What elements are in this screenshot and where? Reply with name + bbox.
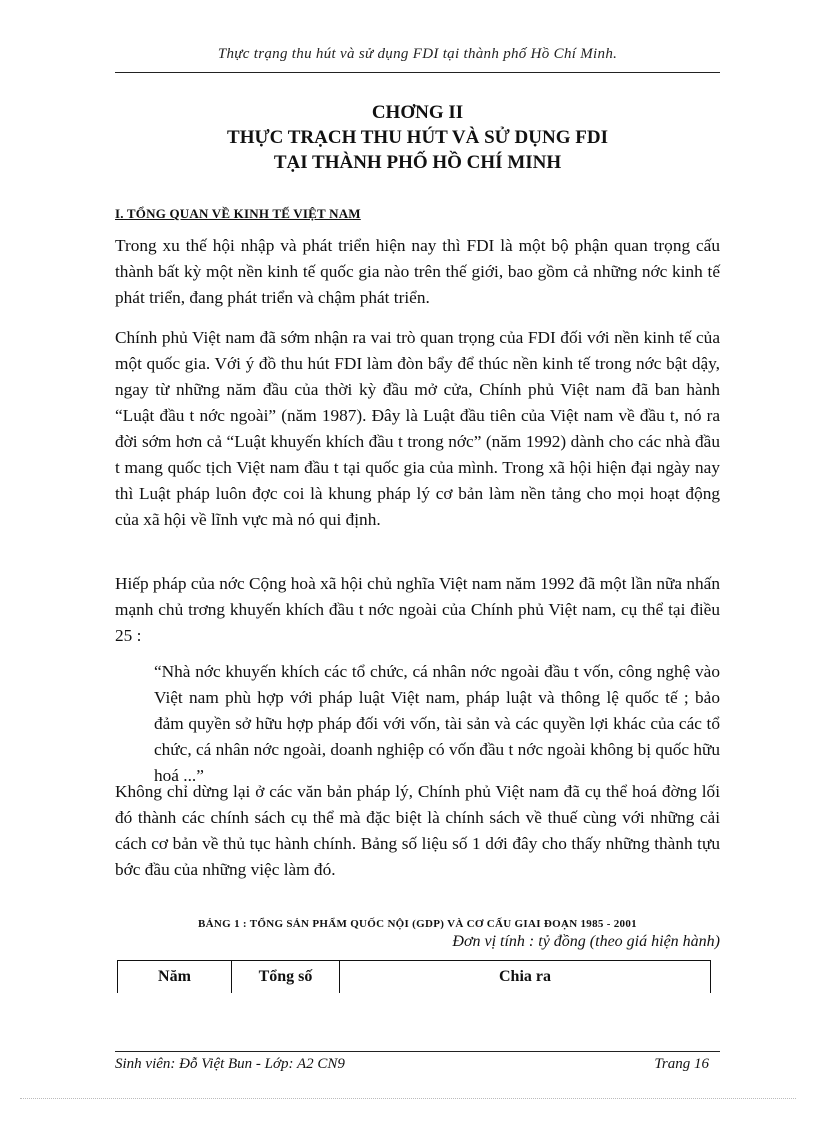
table-unit: Đơn vị tính : tỷ đồng (theo giá hiện hành): [452, 933, 720, 950]
paragraph-3: Hiếp pháp của nớc Cộng hoà xã hội chủ nghĩa Việt nam năm 1992 đã một lần nữa nhấn mạnh chủ trơng khuyến khích đầu t nớc ngoài của Chính phủ Việt nam, cụ thể tại điều 25 :: [115, 574, 720, 645]
table-header-total: Tổng số: [232, 961, 340, 993]
gdp-table: [117, 960, 711, 993]
chapter-title-line-2: TẠI THÀNH PHỐ HỒ CHÍ MINH: [273, 152, 562, 173]
running-header: Thực trạng thu hút và sử dụng FDI tại thành phố Hồ Chí Minh.: [217, 46, 618, 62]
paragraph-1: Trong xu thế hội nhập và phát triển hiện nay thì FDI là một bộ phận quan trọng cấu thành bất kỳ một nền kinh tế quốc gia nào trên thế giới, bao gồm cả những nớc kinh tế phát triển, đang phát triển và chậm phát triển.: [115, 236, 720, 307]
header-rule: [115, 72, 720, 73]
chapter-title-line-1: THỰC TRẠCH THU HÚT VÀ SỬ DỤNG FDI: [227, 127, 608, 148]
article-quote: “Nhà nớc khuyến khích các tổ chức, cá nhân nớc ngoài đầu t vốn, công nghệ vào Việt nam phù hợp với pháp luật Việt nam, pháp luật và thông lệ quốc tế ; bảo đảm quyền sở hữu hợp pháp đối với vốn, tài sản và các quyền lợi khác của các tổ chức, cá nhân nớc ngoài, doanh nghiệp có vốn đầu t nớc ngoài không bị quốc hữu hoá ...”: [154, 662, 720, 785]
paragraph-4: Không chỉ dừng lại ở các văn bản pháp lý, Chính phủ Việt nam đã cụ thể hoá đờng lối đó thành các chính sách cụ thể mà đặc biệt là chính sách về thuế cùng với những cải cách cơ bản về thủ tục hành chính. Bảng số liệu số 1 dới đây cho thấy những thành tựu bớc đầu của những việc làm đó.: [115, 782, 720, 879]
table-header-year: Năm: [118, 961, 232, 993]
footer-rule: [115, 1051, 720, 1052]
footer-student: Sinh viên: Đỗ Việt Bun - Lớp: A2 CN9: [115, 1056, 345, 1072]
section-heading: I. TỔNG QUAN VỀ KINH TẾ VIỆT NAM: [115, 206, 361, 221]
paragraph-2: Chính phủ Việt nam đã sớm nhận ra vai trò quan trọng của FDI đối với nền kinh tế của một quốc gia. Với ý đồ thu hút FDI làm đòn bẩy để thúc nền kinh tế trong nớc bật dậy, ngay từ những năm đầu của thời kỳ đầu mở cửa, Chính phủ Việt nam đã ban hành “Luật đầu t nớc ngoài” (năm 1987). Đây là Luật đầu tiên của Việt nam về đầu t, nó ra đời sớm hơn cả “Luật khuyến khích đầu t trong nớc” (năm 1992) dành cho các nhà đầu t mang quốc tịch Việt nam đầu t tại quốc gia của mình. Trong xã hội hiện đại ngày nay thì Luật pháp luôn đợc coi là khung pháp lý cơ bản làm nền tảng cho mọi hoạt động của xã hội về lĩnh vực mà nó qui định.: [115, 328, 720, 529]
chapter-number: CHƠNG II: [371, 102, 464, 123]
chapter-heading: [115, 100, 720, 175]
footer-page-number: Trang 16: [654, 1056, 709, 1072]
bottom-dotted-rule: [20, 1098, 796, 1099]
table-caption: BẢNG 1 : TỔNG SẢN PHẨM QUỐC NỘI (GDP) VÀ CƠ CẤU GIAI ĐOẠN 1985 - 2001: [198, 918, 637, 930]
table-header-breakdown: Chia ra: [499, 968, 551, 985]
